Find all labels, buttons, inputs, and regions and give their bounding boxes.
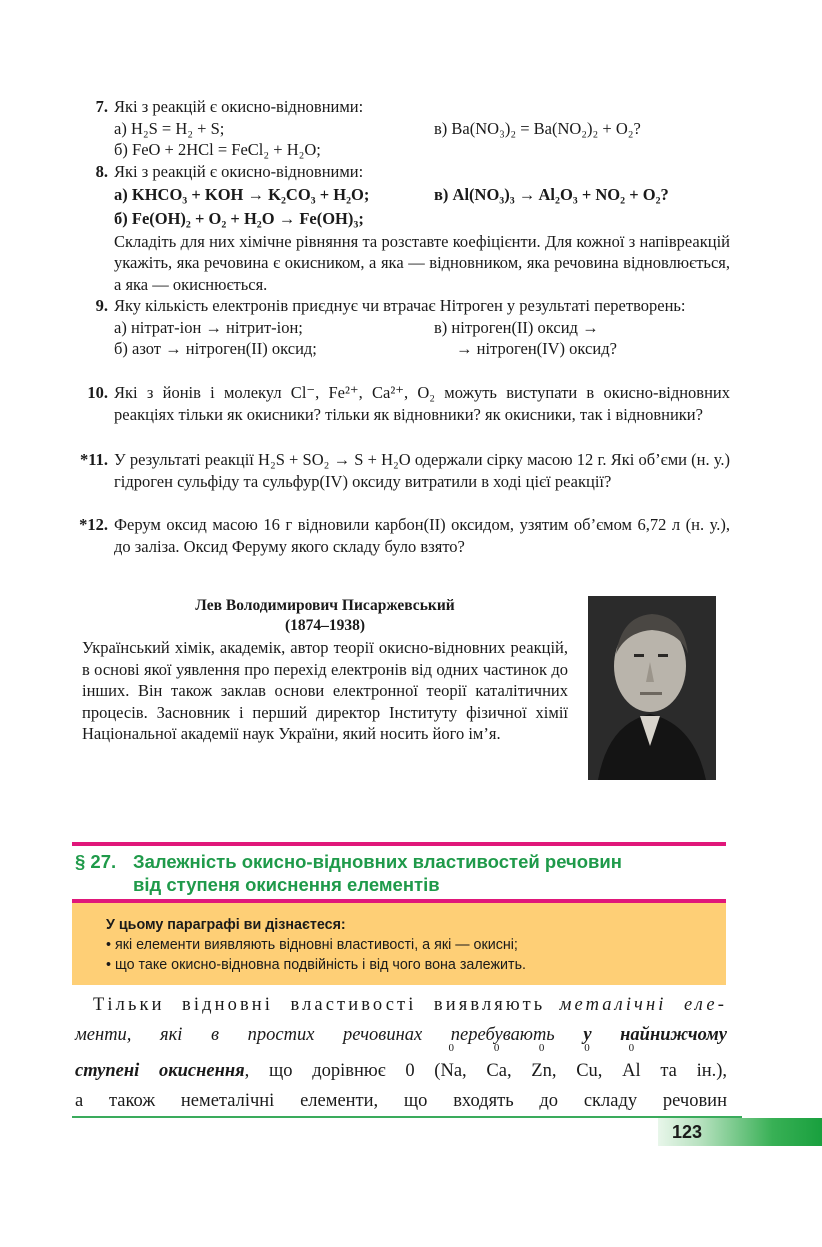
task-number: *12.: [79, 515, 108, 534]
learn-box-item: • що таке окисно-відновна подвійність і від чого вона залежить.: [106, 957, 526, 973]
task-number: *11.: [80, 450, 108, 469]
task-option: б) FeO + 2HCl = FeCl₂ + H₂O;: [114, 140, 321, 159]
main-text-span: та ін.),: [660, 1061, 728, 1081]
element-symbol: 0 Cu: [576, 1042, 598, 1081]
task-10: [70, 382, 730, 425]
task-text: У результаті реакції H₂S + SO₂ → S + H₂O одержали сірку масою 12 г. Які об’єми (н. у.) гідроген сульфіду та сульфур(IV) оксиду витратили в ході цієї реакції?: [114, 450, 730, 491]
element-symbol: 0 Ca: [486, 1042, 507, 1081]
section-title-line1: Залежність окисно-відновних властивостей речовин: [133, 851, 622, 872]
task-option: в) нітроген(II) оксид →: [434, 317, 599, 337]
task-option: в) Al(NO₃)₃ → Al₂O₃ + NO₂ + O₂?: [434, 184, 669, 204]
element-symbol: 0 Al: [622, 1042, 641, 1081]
task-question: Які з реакцій є окисно-відновними:: [114, 162, 364, 181]
task-question: Які з реакцій є окисно-відновними:: [114, 97, 364, 116]
task-text: Ферум оксид масою 16 г відновили карбон(II) оксидом, узятим об’ємом 6,72 л (н. у.), до заліза. Оксид Феруму якого складу було взято?: [114, 515, 730, 556]
section-title-line2: від ступеня окиснення елементів: [133, 874, 440, 895]
learn-box-heading: У цьому параграфі ви дізнаєтеся:: [106, 917, 346, 933]
learn-box-item: • які елементи виявляють відновні властивості, а які — окисні;: [106, 937, 518, 953]
main-text-bold: ступені окиснення: [75, 1061, 245, 1081]
task-number: 10.: [87, 383, 108, 402]
task-option: а) нітрат-іон → нітрит-іон;: [114, 317, 303, 337]
main-text-italic: менти, які в простих речовинах перебувають: [75, 1025, 555, 1045]
main-text-span: Тільки відновні властивості виявляють: [93, 995, 546, 1015]
main-text-italic: металічні еле-: [559, 995, 727, 1015]
element-symbol: 0 Na: [440, 1042, 463, 1081]
task-8: [70, 161, 730, 295]
main-text-bold: у найнижчому: [583, 1025, 728, 1045]
task-option: б) Fe(OH)₂ + O₂ + H₂O → Fe(OH)₃;: [114, 208, 364, 228]
task-12: [70, 514, 730, 557]
task-option: а) KHCO₃ + KOH → K₂CO₃ + H₂O;: [114, 184, 370, 204]
task-option: → нітроген(IV) оксид?: [456, 339, 617, 358]
section-number: § 27.: [75, 851, 117, 872]
bio-name: Лев Володимирович Писаржевський: [195, 597, 455, 614]
bio-title: [75, 596, 575, 636]
portrait-image: [588, 596, 716, 780]
task-option: а) H₂S = H₂ + S;: [114, 118, 225, 138]
task-question: Яку кількість електронів приєднує чи втрачає Нітроген у результаті перетворень:: [114, 296, 686, 315]
section-top-rule: [72, 842, 726, 846]
footer-rule: [72, 1116, 742, 1118]
task-9: [70, 295, 730, 360]
section-title: [75, 850, 735, 896]
task-number: 9.: [95, 296, 108, 315]
task-option: в) Ba(NO₃)₂ = Ba(NO₂)₂ + O₂?: [434, 118, 641, 138]
page-number: 123: [672, 1122, 703, 1142]
portrait-photo: [588, 596, 716, 780]
main-text-line: а також неметалічні елементи, що входять до складу речовин: [75, 1091, 727, 1111]
task-7: [70, 96, 730, 161]
task-11: [70, 449, 730, 492]
task-text: Які з йонів і молекул Cl⁻, Fe²⁺, Ca²⁺, O₂ можуть виступати в окисно-відновних реакціях тільки як окисники? тільки як відновники? як окисники, так і відновники?: [114, 383, 730, 424]
bio-years: (1874–1938): [284, 617, 366, 634]
task-number: 7.: [95, 97, 108, 116]
main-text-span: , що дорівнює 0 (: [244, 1061, 441, 1081]
task-number: 8.: [95, 162, 108, 181]
element-symbol: 0 Zn: [531, 1042, 552, 1081]
task-option: б) азот → нітроген(II) оксид;: [114, 339, 317, 358]
main-paragraph: Тільки відновні властивості виявляють металічні еле- менти, які в простих речовинах перебувають у найнижчому ступені окиснення, що дорівнює 0 ( 0 Na, 0 Ca, 0 Zn, 0 Cu, 0 Al та ін.), а також неметалічні елементи, що входять до складу речовин: [75, 990, 727, 1116]
learn-box: [72, 903, 726, 985]
task-text: Складіть для них хімічне рівняння та розставте коефіцієнти. Для кожної з напівреакцій укажіть, яка речовина є окисником, а яка — відновником, яка речовина відновлюється, а яка — окиснюється.: [114, 231, 730, 294]
bio-text: Український хімік, академік, автор теорії окисно-відновних реакцій, в основі якої уявлення про перехід електронів від одних частинок до інших. Він також заклав основи електронної теорії каталітичних процесів. Засновник і перший директор Інституту фізичної хімії Національної академії наук України, який носить його ім’я.: [82, 638, 568, 744]
